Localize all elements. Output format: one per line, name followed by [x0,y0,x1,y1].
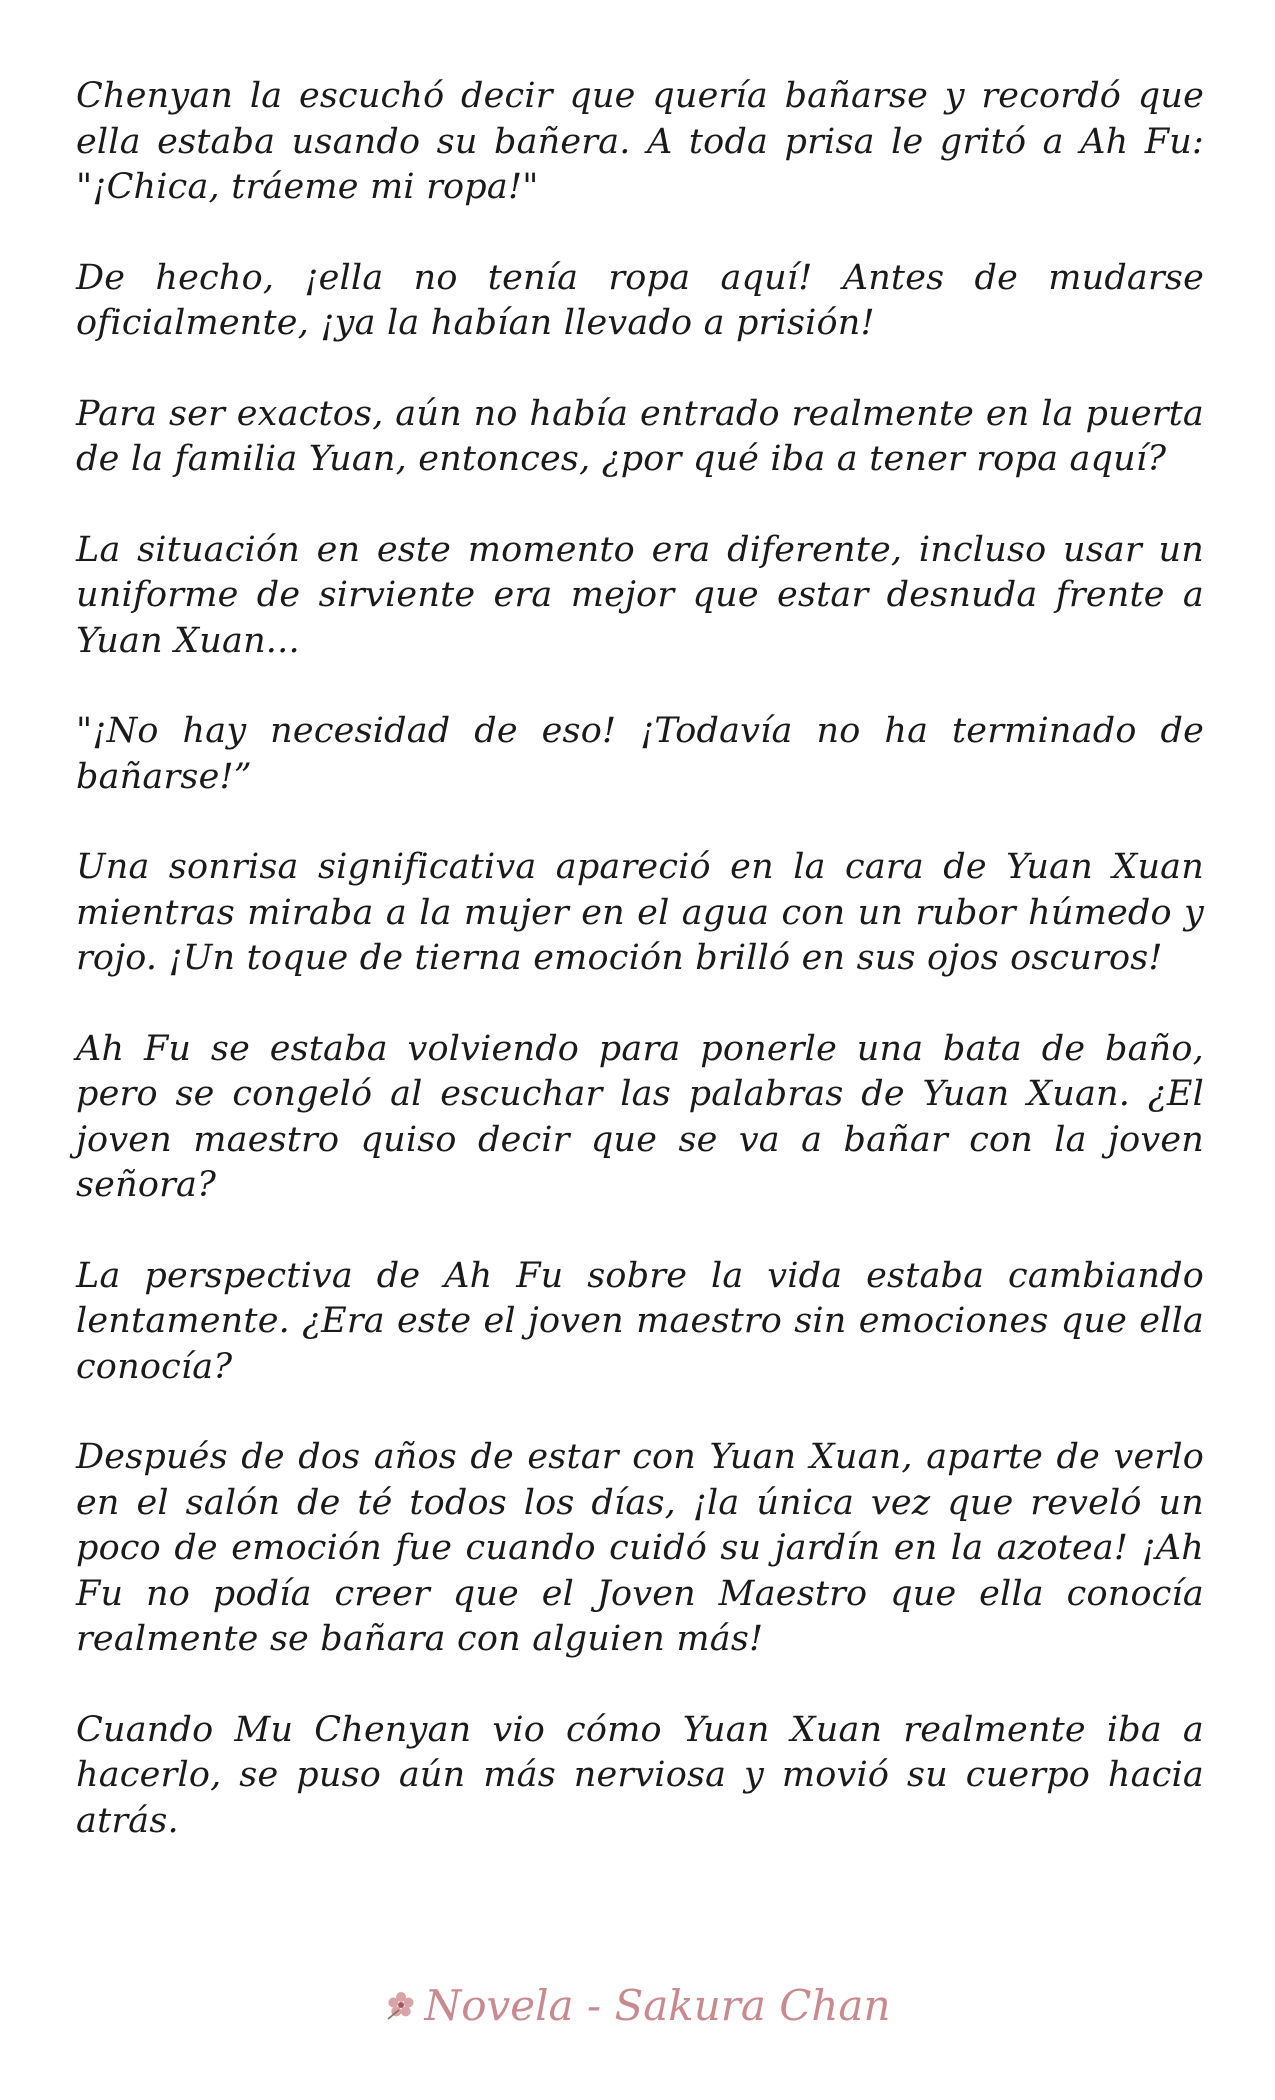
paragraph-7: Ah Fu se estaba volviendo para ponerle una bata de baño, pero se congeló al escuchar las palabras de Yuan Xuan. ¿El joven maestro quiso decir que se va a bañar con la joven señora? [76,1028,1204,1205]
paragraph-10: Cuando Mu Chenyan vio cómo Yuan Xuan realmente iba a hacerlo, se puso aún más nerviosa y movió su cuerpo hacia atrás. [76,1709,1204,1841]
paragraph-1: Chenyan la escuchó decir que quería bañarse y recordó que ella estaba usando su bañera. A toda prisa le gritó a Ah Fu: "¡Chica, tráeme mi ropa!" [76,76,1204,207]
paragraph-9: Después de dos años de estar con Yuan Xuan, aparte de verlo en el salón de té todos los días, ¡la única vez que reveló un poco de emoción fue cuando cuidó su jardín en la azotea! ¡Ah Fu no podía creer que el Joven Maestro que ella conocía realmente se bañara con alguien más! [76,1437,1204,1659]
watermark [0,1981,1275,2031]
story-text [76,74,1204,1889]
paragraph-2: De hecho, ¡ella no tenía ropa aquí! Antes de mudarse oficialmente, ¡ya la habían llevado a prisión! [76,257,1204,343]
paragraph-3: Para ser exactos, aún no había entrado realmente en la puerta de la familia Yuan, entonces, ¿por qué iba a tener ropa aquí? [76,393,1204,479]
paragraph-5: "¡No hay necesidad de eso! ¡Todavía no ha terminado de bañarse!” [76,711,1204,797]
paragraph-4: La situación en este momento era diferente, incluso usar un uniforme de sirviente era mejor que estar desnuda frente a Yuan Xuan... [76,529,1204,661]
paragraph-6: Una sonrisa significativa apareció en la cara de Yuan Xuan mientras miraba a la mujer en el agua con un rubor húmedo y rojo. ¡Un toque de tierna emoción brilló en sus ojos oscuros! [76,847,1204,978]
sakura-flower-icon [384,1983,418,2017]
paragraph-8: La perspectiva de Ah Fu sobre la vida estaba cambiando lentamente. ¿Era este el joven maestro sin emociones que ella conocía? [76,1255,1204,1387]
watermark-text: Novela - Sakura Chan [424,1981,891,2030]
